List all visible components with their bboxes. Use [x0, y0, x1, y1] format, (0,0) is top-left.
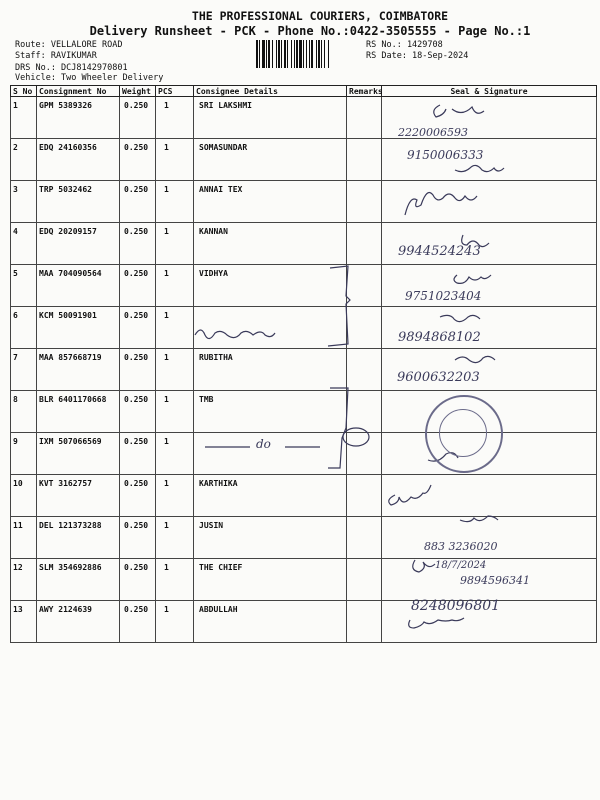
- drs-label: DRS No.: DCJ8142970801: [15, 63, 128, 73]
- row-weight: 0.250: [120, 433, 156, 475]
- row-consignee: ANNAI TEX: [194, 181, 347, 223]
- row13-phone: 8248096801: [411, 598, 501, 614]
- row12-phone: 9894596341: [460, 574, 530, 587]
- row-consignee: VIDHYA: [194, 265, 347, 307]
- rs-number: RS No.: 1429708: [366, 40, 443, 50]
- col-remarks: Remarks: [347, 86, 382, 97]
- row-consignee: KANNAN: [194, 223, 347, 265]
- row-weight: 0.250: [120, 559, 156, 601]
- row-pcs: 1: [156, 349, 194, 391]
- row-weight: 0.250: [120, 349, 156, 391]
- signature-6: [440, 315, 480, 321]
- remark-circle: [343, 428, 369, 446]
- row-consignment: MAA 857668719: [37, 349, 120, 391]
- row5-phone: 9751023404: [405, 289, 482, 303]
- row7-phone: 9600632203: [397, 370, 480, 385]
- row12-date: 18/7/2024: [435, 560, 487, 571]
- row-sno: 7: [11, 349, 37, 391]
- row-pcs: 1: [156, 181, 194, 223]
- route-label: Route: VELLALORE ROAD: [15, 40, 123, 50]
- row-pcs: 1: [156, 559, 194, 601]
- row-pcs: 1: [156, 391, 194, 433]
- row-weight: 0.250: [120, 181, 156, 223]
- signature-13: [409, 618, 464, 628]
- row-sno: 5: [11, 265, 37, 307]
- row-consignment: KCM 50091901: [37, 307, 120, 349]
- row-consignee: SOMASUNDAR: [194, 139, 347, 181]
- row-consignment: IXM 507066569: [37, 433, 120, 475]
- row-pcs: 1: [156, 475, 194, 517]
- row-consignee: THE CHIEF: [194, 559, 347, 601]
- col-pcs: PCS: [156, 86, 194, 97]
- row-pcs: 1: [156, 517, 194, 559]
- row-pcs: 1: [156, 223, 194, 265]
- row-consignment: KVT 3162757: [37, 475, 120, 517]
- row-pcs: 1: [156, 307, 194, 349]
- tamil-scribble: [195, 330, 275, 339]
- row-sno: 13: [11, 601, 37, 643]
- row2-phone: 9150006333: [407, 148, 484, 162]
- row-sno: 4: [11, 223, 37, 265]
- row-consignment: GPM 5389326: [37, 97, 120, 139]
- row-sno: 12: [11, 559, 37, 601]
- row-sno: 3: [11, 181, 37, 223]
- rs-date: RS Date: 18-Sep-2024: [366, 51, 469, 61]
- row-pcs: 1: [156, 265, 194, 307]
- signature-10: [389, 485, 431, 505]
- row-consignment: SLM 354692886: [37, 559, 120, 601]
- row-weight: 0.250: [120, 517, 156, 559]
- col-consignee: Consignee Details: [194, 86, 347, 97]
- row-weight: 0.250: [120, 475, 156, 517]
- row-weight: 0.250: [120, 391, 156, 433]
- vehicle-label: Vehicle: Two Wheeler Delivery: [15, 73, 164, 83]
- row9-ditto: do: [256, 437, 271, 451]
- row-sno: 1: [11, 97, 37, 139]
- row-consignee: RUBITHA: [194, 349, 347, 391]
- row-consignment: TRP 5032462: [37, 181, 120, 223]
- row-consignee: JUSIN: [194, 517, 347, 559]
- row-pcs: 1: [156, 601, 194, 643]
- row-weight: 0.250: [120, 265, 156, 307]
- row-weight: 0.250: [120, 139, 156, 181]
- row-consignment: MAA 704090564: [37, 265, 120, 307]
- signature-12: [413, 560, 435, 572]
- signature-7: [455, 356, 495, 362]
- col-sno: S No: [11, 86, 37, 97]
- row-consignment: EDQ 24160356: [37, 139, 120, 181]
- row-sno: 6: [11, 307, 37, 349]
- row-pcs: 1: [156, 433, 194, 475]
- col-consignment: Consignment No: [37, 86, 120, 97]
- row1-phone: 2220006593: [398, 126, 468, 139]
- row-sno: 10: [11, 475, 37, 517]
- row-weight: 0.250: [120, 601, 156, 643]
- row-consignee: TMB: [194, 391, 347, 433]
- staff-label: Staff: RAVIKUMAR: [15, 51, 97, 61]
- row-consignment: AWY 2124639: [37, 601, 120, 643]
- row6-phone: 9894868102: [398, 330, 481, 345]
- row-consignee: SRI LAKSHMI: [194, 97, 347, 139]
- row4-phone: 9944524243: [398, 244, 481, 259]
- col-signature: Seal & Signature: [382, 86, 597, 97]
- signature-3: [405, 193, 477, 215]
- row-weight: 0.250: [120, 97, 156, 139]
- row-consignment: EDQ 20209157: [37, 223, 120, 265]
- company-name: THE PROFESSIONAL COURIERS, COIMBATORE: [191, 9, 449, 23]
- signature-1: [434, 105, 484, 117]
- row-sno: 11: [11, 517, 37, 559]
- row-weight: 0.250: [120, 307, 156, 349]
- runsheet-title: Delivery Runsheet - PCK - Phone No.:0422-3505555 - Page No.:1: [89, 24, 531, 38]
- remark-bracket: [328, 266, 350, 468]
- col-weight: Weight: [120, 86, 156, 97]
- row-sno: 8: [11, 391, 37, 433]
- signature-2: [455, 165, 504, 171]
- bank-seal-stamp: [425, 395, 503, 473]
- row-consignee: ABDULLAH: [194, 601, 347, 643]
- row-consignee: KARTHIKA: [194, 475, 347, 517]
- row-sno: 9: [11, 433, 37, 475]
- row11-phone: 883 3236020: [424, 540, 498, 553]
- signature-11: [460, 516, 498, 522]
- row-sno: 2: [11, 139, 37, 181]
- row-weight: 0.250: [120, 223, 156, 265]
- row-pcs: 1: [156, 97, 194, 139]
- row-consignment: BLR 6401170668: [37, 391, 120, 433]
- row-pcs: 1: [156, 139, 194, 181]
- signature-5: [454, 275, 491, 283]
- row-consignment: DEL 121373288: [37, 517, 120, 559]
